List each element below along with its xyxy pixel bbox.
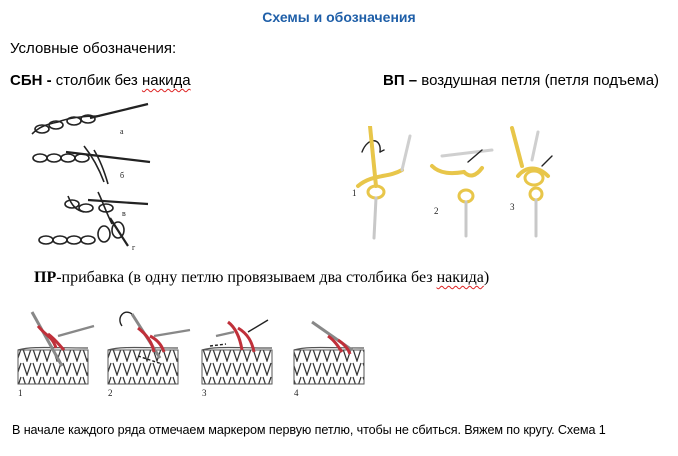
vp-step-1: [358, 126, 410, 238]
vp-step-label-2: 2: [434, 206, 439, 216]
vp-abbr: ВП –: [383, 72, 418, 89]
sbn-abbr: СБН -: [10, 72, 52, 89]
vp-step-3: [512, 128, 552, 236]
sbn-label-b: б: [120, 171, 125, 180]
bottom-note: В начале каждого ряда отмечаем маркером первую петлю, чтобы не сбиться. Вяжем по кругу. Схема 1: [12, 423, 606, 437]
pr-close: ): [483, 269, 490, 286]
vp-step-label-3: 3: [510, 202, 515, 212]
sbn-label-g: г: [132, 243, 136, 250]
vp-step-label-1: 1: [352, 188, 357, 198]
pr-step-label-1: 1: [18, 388, 23, 398]
pr-abbr: ПР: [34, 269, 57, 286]
pr-step-2: [108, 312, 190, 384]
sbn-label-v: в: [122, 209, 126, 218]
sbn-row-3: [65, 192, 148, 224]
pr-step-1: [18, 312, 94, 384]
legend-heading: Условные обозначения:: [10, 40, 177, 57]
sbn-text: столбик без: [51, 72, 142, 89]
pr-underlined: накида: [436, 269, 484, 286]
pr-text: -прибавка (в одну петлю провязываем два столбика без: [56, 269, 437, 286]
pr-step-label-3: 3: [202, 388, 207, 398]
page-title: Схемы и обозначения: [262, 9, 416, 25]
pr-step-label-4: 4: [294, 388, 299, 398]
pr-illustration: [12, 306, 372, 402]
sbn-illustration: [28, 100, 168, 250]
sbn-row-4: [39, 218, 128, 246]
sbn-underlined: накида: [141, 72, 191, 89]
pr-step-3: [202, 320, 272, 384]
legend-vp: [383, 72, 659, 89]
sbn-row-1: [32, 104, 148, 134]
vp-illustration: [342, 126, 572, 248]
legend-sbn: [10, 72, 191, 89]
legend-pr: [34, 269, 489, 287]
pr-step-label-2: 2: [108, 388, 113, 398]
sbn-row-2: [33, 146, 150, 184]
pr-step-4: [294, 322, 364, 384]
vp-step-2: [432, 150, 492, 236]
vp-text: воздушная петля (петля подъема): [417, 72, 660, 89]
sbn-label-a: а: [120, 127, 124, 136]
